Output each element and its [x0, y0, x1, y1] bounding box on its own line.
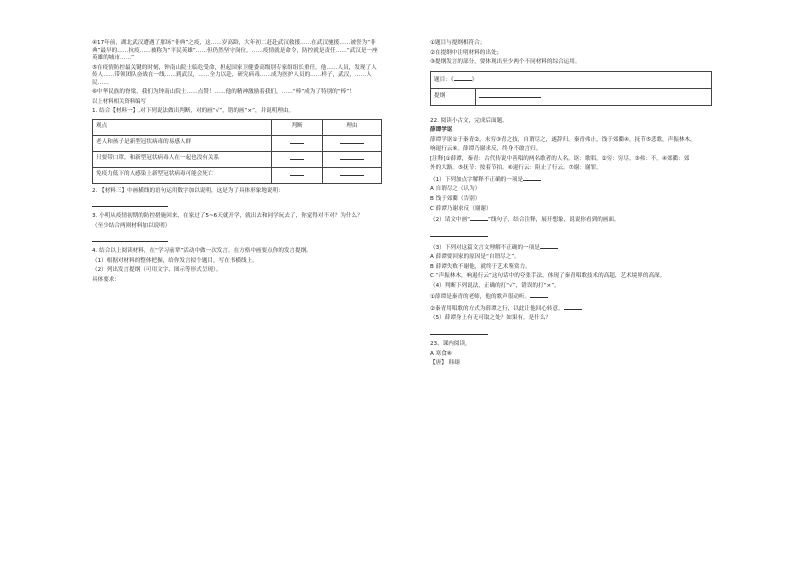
answer-line-sq2[interactable] — [430, 229, 488, 237]
form-title-row — [431, 71, 712, 88]
judgment-cell[interactable] — [272, 151, 323, 167]
form-title-cell[interactable] — [431, 71, 712, 88]
paragraph-4: ④17年前，湖北武汉遭遇了那场“非典”之疫，这……岁高龄，大年初二赶赴武汉救援……在武汉驰援……被誉为“非典”最早的……抗疫……被称为“平民英雄”……但仍然坚守岗位。……疫情就是命令，防控就是责任……“武汉是一座英雄的城市……” — [92, 40, 378, 62]
form-outline-cell[interactable] — [476, 88, 712, 105]
option-b: B 饯于郊衢（告别） — [430, 196, 481, 203]
requirement-2: ②在提纲中注明材料的出处； — [430, 49, 503, 56]
paragraph-6: ⑥中华民族的脊梁，我们为钟南山院士……点赞！……他的精神激励着我们，……“棒”成为了特别的“棒”！ — [92, 89, 355, 96]
question-4-requirements: 具体要求： — [92, 276, 120, 283]
paragraph-5: ⑤在疫情防控最关键的时刻，钟南山院士临危受命，担起国家卫健委高级别专家组组长重任，他……人员，发现了人传人……带领团队奋战在一线……到武汉，……全力以赴，研究病毒……成为医护人员的……样子，武汉，……人民…… — [92, 64, 377, 86]
answer-line-q3[interactable] — [92, 234, 168, 242]
answer-blank-sq3[interactable] — [540, 243, 558, 249]
requirement-3: ③提纲发言的部分，要体现出至少两个不同材料的综合运用。 — [430, 59, 581, 66]
option-c: C 薛谭乃谢求反（谢谢） — [430, 205, 492, 212]
subquestion-2: （2）请文中画“ ”线句子，结合注释，展开想象，说说你看到的画面。 — [430, 217, 620, 224]
row-statement: 免疫力低下的人感染上新型冠状病毒可能会死亡 — [93, 167, 272, 183]
passage-line-1: 薛谭学讴①于秦青②，未穷③青之技，自谓尽之，遂辞归。秦青弗止，饯于郊衢④，抚节⑤悲歌，声振林木， — [430, 136, 696, 143]
table-row — [93, 151, 382, 167]
outline-blank[interactable] — [479, 91, 541, 98]
answer-blank-sq1[interactable] — [523, 175, 541, 181]
note-line-2: 外的大路。⑤抚节：按着节拍。⑥遏行云：阻止了行云。⑦谢：谢罪。 — [430, 165, 602, 172]
passage-line-2: 响遏行云⑥。薛谭乃谢求反，终身不敢言归。 — [430, 146, 542, 153]
judgment-cell[interactable] — [272, 135, 323, 151]
subquestion-1: （1）下列加点字解释不正确的一项是 — [430, 175, 712, 185]
question-3-hint: （至少结合两则材料加以说明） — [92, 222, 171, 229]
table-row — [93, 167, 382, 183]
subquestion-3: （3）下列对这篇文言文理解不正确的一项是 — [430, 243, 712, 253]
row-statement: 只要带口罩，和新型冠状病毒人在一起也没有关系 — [93, 151, 272, 167]
question-3: 3. 小明从疫情初期的防控措施回来，在家过了5~6天就开学，就出去和同学玩去了，你觉得对不对？为什么？ — [92, 213, 363, 220]
row-statement: 老人和孩子是新型冠状病毒的易感人群 — [93, 135, 272, 151]
answer-blank-sq4-2[interactable] — [564, 304, 582, 310]
reason-cell[interactable] — [323, 135, 382, 151]
question-4-part-b: （2）列出发言提纲（可用文字、图示等形式呈现）。 — [92, 267, 222, 274]
subquestion-4-item-2: ②秦青用唱歌的方式为薛谭之行，以此让他回心转意。 — [430, 304, 712, 314]
judgment-cell[interactable] — [272, 167, 323, 183]
right-column — [430, 40, 712, 370]
form-title-end: 》 — [471, 76, 478, 83]
subquestion-4-item-1: ①薛谭是秦青的老师，他的歌声很动听。 — [430, 292, 712, 302]
note-line-1: [注释]①薛谭，秦青：古代传说中善唱的两名歌者的人名。讴：歌唱。②穷：穷尽。③弗：不。④郊衢：郊 — [430, 155, 690, 162]
table-row — [93, 135, 382, 151]
answer-blank-sq4-1[interactable] — [530, 292, 548, 298]
answer-line-q2[interactable] — [92, 199, 168, 207]
underline-sample — [470, 215, 488, 221]
requirement-1: ①题目与提纲相符合； — [430, 40, 486, 46]
form-outline-label: 提纲 — [431, 88, 476, 105]
poem-author: 【唐】 韩翃 — [430, 360, 460, 367]
subquestion-3-option-c: C “声振林木，响遏行云”这句话中的夸张手法，体现了秦青唱歌技术的高超，艺术境界的高深。 — [430, 273, 666, 280]
subquestion-3-option-b: B 薛谭失败不谢他，就终于艺术鉴赏力。 — [430, 263, 531, 270]
reason-cell[interactable] — [323, 151, 382, 167]
question-22: 22. 阅读小古文，完成后面题。 — [430, 117, 508, 124]
subquestion-5: （5）薛谭身上有无可取之处？如果有，是什么？ — [430, 315, 552, 322]
form-outline-row — [431, 88, 712, 105]
passage-title: 薛谭学讴 — [430, 127, 453, 134]
subquestion-3-option-a: A 薛谭要回家的原因是“自谓尽之”。 — [430, 254, 520, 261]
form-title-label: 题目：《 — [434, 76, 454, 83]
table-header-row — [93, 119, 382, 135]
left-column — [92, 40, 382, 287]
subquestion-4: （4）判断下列说法，正确的打“√”，错误的打“×”。 — [430, 282, 560, 289]
header-reason: 理由 — [323, 119, 382, 135]
header-viewpoint: 观点 — [93, 119, 272, 135]
poem-title: A 寒食⑧ — [430, 350, 452, 357]
question-1: 1. 结合【材料一】,对下列说法做出判断，对的画“√”，错的画“×”，并说明理由。 — [92, 108, 295, 115]
section-label: 以上材料相关资料编写 — [92, 98, 146, 105]
question-2: 2. 【材料三】中画横线的语句运用数字加以说明，这是为了具体形象地说明： — [92, 187, 284, 194]
option-a: A 自谓尽之（认为） — [430, 186, 481, 193]
question-23: 23、课内阅读。 — [430, 341, 471, 348]
title-blank[interactable] — [454, 75, 472, 81]
question-4: 4. 结合以上阅读材料，在“学习前辈”活动中做一次发言。在方格中画要点你的发言提纲。 — [92, 248, 312, 255]
judgment-table — [92, 119, 382, 184]
question-4-part-a: （1）根据对材料的整体把握，给你发言拟个题目，写在书横线上。 — [92, 257, 258, 264]
answer-line-sq5[interactable] — [430, 327, 488, 335]
outline-form — [430, 71, 712, 106]
header-judgment: 判断 — [272, 119, 323, 135]
reason-cell[interactable] — [323, 167, 382, 183]
